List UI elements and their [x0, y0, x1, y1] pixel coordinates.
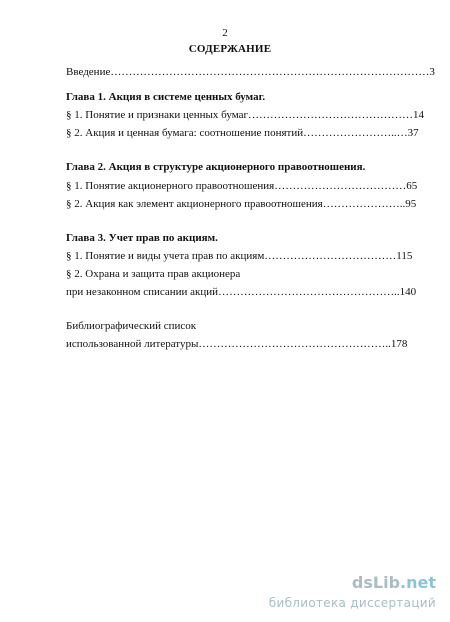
toc-chapter-3: Глава 3. Учет прав по акциям.	[66, 232, 218, 244]
watermark	[236, 573, 436, 613]
toc-entry-2-1: § 1. Понятие акционерного правоотношения………………………………65	[66, 180, 418, 192]
toc-entry-3-1: § 1. Понятие и виды учета прав по акциям………………………………115	[66, 250, 413, 262]
toc-entry-3-2-line1: § 2. Охрана и защита прав акционера	[66, 268, 241, 280]
toc-chapter-1: Глава 1. Акция в системе ценных бумаг.	[66, 91, 266, 103]
toc-entry-2-2: § 2. Акция как элемент акционерного правоотношения…………………..95	[66, 198, 417, 210]
toc-bibliography-line1: Библиографический список	[66, 320, 197, 332]
watermark-logo: dsLib.net	[351, 573, 436, 592]
toc-bibliography-line2: использованной литературы……………………………………………..178	[66, 338, 408, 350]
toc-entry-1-1: § 1. Понятие и признаки ценных бумаг………………………………………14	[66, 109, 424, 121]
toc-title: СОДЕРЖАНИЕ	[188, 43, 272, 55]
toc-entry-intro: Введение……………………………………………………………………………3	[66, 66, 435, 78]
toc-entry-3-2-line2: при незаконном списании акций…………………………………………..140	[66, 286, 417, 298]
page-number: 2	[222, 27, 228, 39]
toc-chapter-2: Глава 2. Акция в структуре акционерного правоотношения.	[66, 161, 366, 173]
watermark-subtitle: библиотека диссертаций	[268, 596, 436, 610]
toc-entry-1-2: § 2. Акция и ценная бумага: соотношение понятий……………………..…37	[66, 127, 419, 139]
